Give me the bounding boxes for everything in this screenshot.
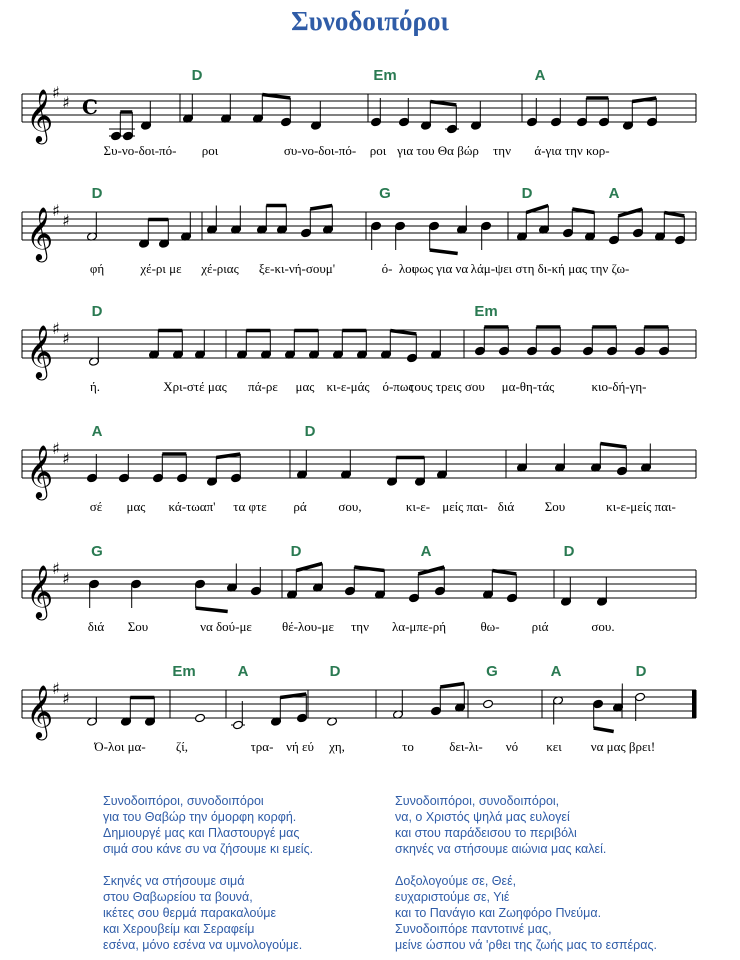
lyric-syllable: ό- — [381, 261, 393, 276]
stanza-line: Συνοδοιπόροι, συνοδοιπόροι, — [395, 794, 560, 808]
chord-symbol: A — [608, 185, 620, 202]
lyric-syllable: να μας βρει! — [590, 739, 656, 754]
lyric-syllable: ά-για την κορ- — [534, 143, 610, 158]
lyric-syllable: χέ-ριας — [201, 261, 239, 276]
sharp-f-icon: ♯ — [52, 679, 60, 698]
lyric-syllable: φως για να — [411, 261, 469, 276]
sharp-c-icon: ♯ — [62, 329, 70, 348]
beam — [664, 213, 684, 217]
lyric-syllable: κι-ε-μάς — [326, 379, 370, 394]
chord-symbol: D — [290, 543, 302, 560]
sharp-f-icon: ♯ — [52, 559, 60, 578]
lyric-syllable: φή — [89, 261, 105, 276]
lyric-syllable: ή. — [89, 379, 101, 394]
stanza-line: Σκηνές να στήσουμε σιμά — [103, 874, 245, 888]
lyric-syllable: ό-πως — [382, 379, 414, 394]
lyric-syllable: λάμ-ψει στη δι-κή μας την ζω- — [470, 261, 630, 276]
lyric-syllable: κά-τωαπ' — [168, 499, 216, 514]
lyric-syllable: δει-λι- — [449, 739, 483, 754]
lyric-syllable: χη, — [329, 739, 345, 754]
beam — [492, 571, 516, 575]
treble-clef-icon: 𝄞 — [26, 88, 54, 142]
lyric-syllable: συ-νο-δοι-πό- — [283, 143, 357, 158]
stanza-line: σκηνές να στήσουμε αιώνια μας καλεί. — [395, 842, 607, 856]
treble-clef-icon: 𝄞 — [26, 684, 54, 738]
lyric-syllable: Συ-νο-δοι-πό- — [103, 143, 177, 158]
chord-symbol: D — [563, 543, 575, 560]
beam — [390, 331, 416, 335]
lyric-syllable: νή εύ — [286, 739, 314, 754]
sharp-f-icon: ♯ — [52, 439, 60, 458]
lyric-syllable: να δού-με — [200, 619, 252, 634]
lyric-syllable: Χρι-στέ μας — [163, 379, 227, 394]
lyric-syllable: σου, — [338, 499, 362, 514]
treble-clef-icon: 𝄞 — [26, 206, 54, 260]
stanza-line: και στου παράδεισου το περιβόλι — [395, 826, 577, 840]
lyric-syllable: κι-ε- — [405, 499, 431, 514]
sharp-c-icon: ♯ — [62, 93, 70, 112]
chord-symbol: Em — [474, 303, 498, 320]
lyric-syllable: ξε-κι-νή-σουμ' — [258, 261, 336, 276]
sharp-f-icon: ♯ — [52, 83, 60, 102]
lyric-syllable: τρα- — [250, 739, 274, 754]
lyric-syllable: τα φτε — [233, 499, 267, 514]
lyric-syllable: σου. — [591, 619, 615, 634]
lyric-syllable: κι-ε-μείς παι- — [606, 499, 676, 514]
stanzas-right — [395, 793, 657, 953]
chord-symbol: A — [534, 67, 546, 84]
stanzas-left — [103, 793, 313, 953]
lyric-syllable: για του Θα βώρ — [397, 143, 479, 158]
staff-system — [22, 185, 696, 276]
beam — [526, 206, 548, 213]
beam — [262, 95, 290, 99]
sharp-c-icon: ♯ — [62, 449, 70, 468]
beam — [430, 102, 456, 106]
chord-symbol: A — [237, 663, 249, 680]
stanza-line: Συνοδοιπόρε παντοτινέ μας, — [395, 922, 552, 936]
lyric-syllable: το — [402, 739, 414, 754]
lyric-syllable: την — [493, 143, 511, 158]
lyric-syllable: ζί, — [175, 739, 189, 754]
chord-symbol: Em — [172, 663, 196, 680]
staff-system — [22, 543, 696, 634]
chord-symbol: Em — [373, 67, 397, 84]
lyric-syllable: Ό-λοι μα- — [94, 739, 146, 754]
chord-symbol: D — [329, 663, 341, 680]
beam — [196, 608, 228, 612]
chord-symbol: G — [486, 663, 498, 680]
lyric-syllable: ροι — [201, 143, 219, 158]
stanza-line: εσένα, μόνο εσένα να υμνολογούμε. — [103, 938, 303, 952]
staff-system — [22, 67, 696, 158]
song-title: Συνοδοιπόροι — [291, 6, 449, 36]
lyric-syllable: λα-μπε-ρή — [391, 619, 447, 634]
lyric-syllable: μας — [126, 499, 146, 514]
stanza-line: μείνε ώσπου νά 'ρθει της ζωής μας το εσπέρας. — [395, 938, 657, 952]
sharp-c-icon: ♯ — [62, 689, 70, 708]
chord-symbol: A — [91, 423, 103, 440]
lyric-syllable: Σου — [544, 499, 566, 514]
lyric-syllable: σέ — [89, 499, 103, 514]
treble-clef-icon: 𝄞 — [26, 564, 54, 618]
lyric-syllable: ρά — [293, 499, 307, 514]
stanza-line: σιμά σου κάνε συ να ζήσουμε κι εμείς. — [103, 842, 314, 856]
lyric-syllable: κιο-δή-γη- — [591, 379, 647, 394]
stanza-line: ικέτες σου θερμά παρακαλούμε — [103, 906, 277, 920]
staff-system — [22, 663, 696, 754]
stanza-line: Δημιουργέ μας και Πλαστουργέ μας — [103, 826, 300, 840]
lyric-syllable: διά — [497, 499, 515, 514]
note-head — [195, 713, 206, 723]
sharp-f-icon: ♯ — [52, 201, 60, 220]
beam — [600, 444, 626, 448]
stanza-line: Δοξολογούμε σε, Θεέ, — [395, 874, 517, 888]
beam — [296, 564, 322, 571]
chord-symbol: A — [550, 663, 562, 680]
staff-system — [22, 423, 696, 514]
lyric-syllable: νό — [505, 739, 519, 754]
treble-clef-icon: 𝄞 — [26, 324, 54, 378]
lyric-syllable: πά-ρε — [248, 379, 278, 394]
stanza-line: να, ο Χριστός ψηλά μας ευλογεί — [395, 810, 570, 824]
final-bar-line — [692, 690, 696, 718]
lyric-syllable: θω- — [480, 619, 500, 634]
stanza-line: στου Θαβωρείου τα βουνά, — [103, 890, 253, 904]
beam — [310, 206, 332, 210]
lyric-syllable: μας — [295, 379, 315, 394]
stanza-line: και το Πανάγιο και Ζωηφόρο Πνεύμα. — [395, 906, 602, 920]
chord-symbol: D — [91, 185, 103, 202]
beam — [440, 684, 464, 688]
lyric-syllable: θέ-λου-με — [281, 619, 335, 634]
note-head — [483, 699, 494, 709]
chord-symbol: D — [521, 185, 533, 202]
chord-symbol: G — [91, 543, 103, 560]
chord-symbol: D — [304, 423, 316, 440]
staff-system — [22, 303, 696, 394]
stanza-line: ευχαριστούμε σε, Υιέ — [395, 890, 510, 904]
beam — [594, 728, 614, 732]
time-signature: C — [82, 95, 98, 119]
lyric-syllable: χέ-ρι με — [140, 261, 182, 276]
lyric-syllable: ροι — [369, 143, 387, 158]
stanza-line: και Χερουβείμ και Σεραφείμ — [103, 922, 255, 936]
sharp-c-icon: ♯ — [62, 211, 70, 230]
chord-symbol: D — [91, 303, 103, 320]
lyric-syllable: κει — [546, 739, 562, 754]
chord-symbol: A — [420, 543, 432, 560]
chord-symbol: D — [191, 67, 203, 84]
lyric-syllable: διά — [87, 619, 105, 634]
lyric-syllable: Σου — [127, 619, 149, 634]
stanza-line: Συνοδοιπόροι, συνοδοιπόροι — [103, 794, 264, 808]
sharp-c-icon: ♯ — [62, 569, 70, 588]
chord-symbol: G — [379, 185, 391, 202]
chord-symbol: D — [635, 663, 647, 680]
sharp-f-icon: ♯ — [52, 319, 60, 338]
treble-clef-icon: 𝄞 — [26, 444, 54, 498]
stanza-line: για του Θαβώρ την όμορφη κορφή. — [103, 810, 297, 824]
lyric-syllable: μείς παι- — [442, 499, 488, 514]
lyric-syllable: λοι — [398, 261, 416, 276]
lyric-syllable: τους τρεις σου — [409, 379, 485, 394]
lyric-syllable: ριά — [531, 619, 549, 634]
lyric-syllable: την — [351, 619, 369, 634]
lyric-syllable: μα-θη-τάς — [501, 379, 555, 394]
beam — [430, 250, 458, 254]
